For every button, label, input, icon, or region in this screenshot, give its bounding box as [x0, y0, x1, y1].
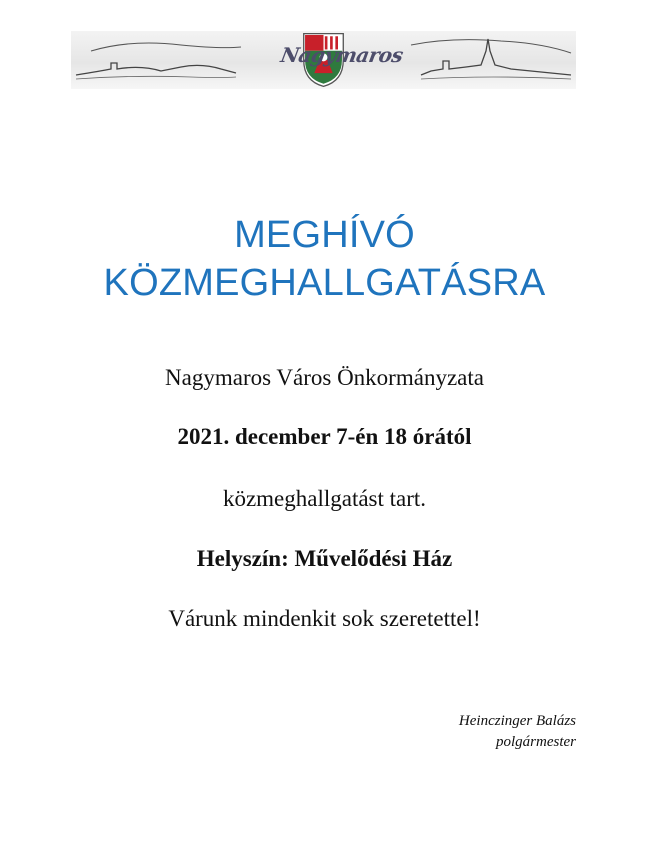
- signature-name: Heinczinger Balázs: [458, 713, 576, 729]
- venue-text: Helyszín: Művelődési Ház: [196, 546, 453, 571]
- header-banner: [71, 31, 576, 89]
- signature-role: polgármester: [496, 734, 576, 750]
- action-text: közmeghallgatást tart.: [222, 486, 427, 511]
- organizer-text: Nagymaros Város Önkormányzata: [165, 365, 484, 390]
- date-time-text: 2021. december 7-én 18 órától: [177, 424, 472, 449]
- logo-wordmark: Nagymaros: [278, 43, 405, 67]
- closing-text: Várunk mindenkit sok szeretettel!: [168, 606, 481, 631]
- invitation-title: MEGHÍVÓ: [234, 214, 415, 256]
- invitation-subtitle: KÖZMEGHALLGATÁSRA: [103, 262, 546, 304]
